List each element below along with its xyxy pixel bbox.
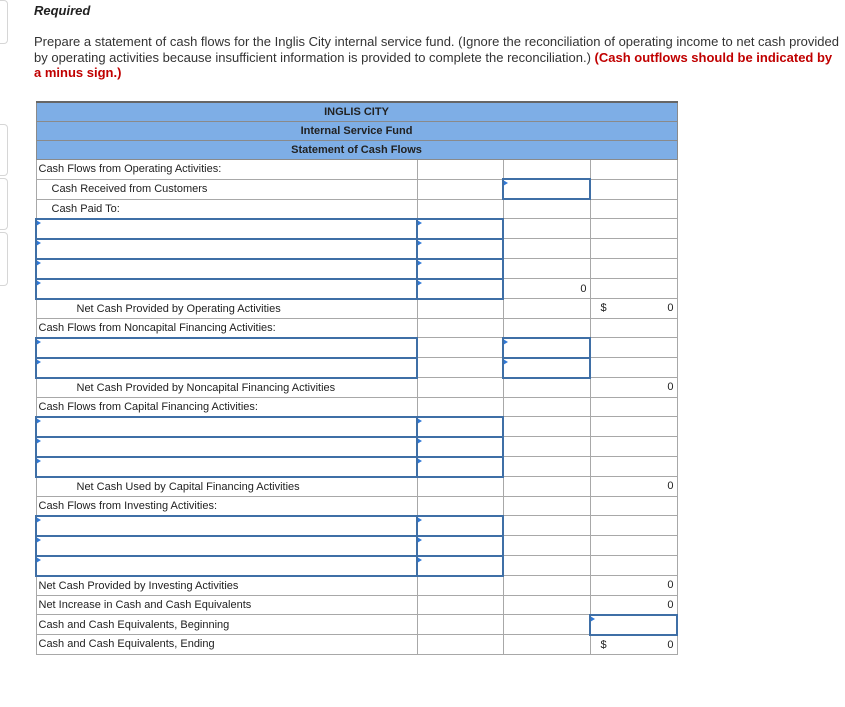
table-row <box>36 615 677 635</box>
net-operating-label: Net Cash Provided by Operating Activities <box>36 299 417 319</box>
cash-paid-account-dropdown[interactable] <box>36 239 417 259</box>
table-row <box>36 477 677 497</box>
cash-received-label: Cash Received from Customers <box>36 179 417 199</box>
table-row <box>36 239 677 259</box>
ending-total <box>590 635 677 655</box>
investing-account-dropdown[interactable] <box>36 556 417 576</box>
instructions-body: Prepare a statement of cash flows for the Inglis City internal service fund. (Ignore the reconciliation of operating income to net cash provided by operating activities because insufficient information is provided to complete the reconciliation.) <box>34 34 839 65</box>
table-row <box>36 556 677 576</box>
noncapital-amount-input[interactable] <box>503 338 590 358</box>
side-tab[interactable] <box>0 178 8 230</box>
net-capital-value: 0 <box>590 477 677 497</box>
investing-account-dropdown[interactable] <box>36 516 417 536</box>
table-row <box>36 496 677 516</box>
table-row <box>36 160 677 180</box>
table-row <box>36 219 677 239</box>
capital-header: Cash Flows from Capital Financing Activities: <box>36 397 417 417</box>
table-row <box>36 635 677 655</box>
side-tab[interactable] <box>0 232 8 286</box>
statement-subtitle: Internal Service Fund <box>36 122 677 141</box>
statement-name: Statement of Cash Flows <box>36 141 677 160</box>
cash-flow-statement-table <box>35 101 678 655</box>
dollar-sign: $ <box>600 638 607 651</box>
noncapital-account-dropdown[interactable] <box>36 358 417 378</box>
capital-amount-input[interactable] <box>417 417 503 437</box>
instructions-text <box>34 34 842 81</box>
header-row <box>36 102 677 122</box>
net-investing-label: Net Cash Provided by Investing Activities <box>36 576 417 596</box>
capital-amount-input[interactable] <box>417 457 503 477</box>
cash-paid-subtotal: 0 <box>503 279 590 299</box>
cash-paid-account-dropdown[interactable] <box>36 219 417 239</box>
cash-paid-amount-input[interactable] <box>417 219 503 239</box>
investing-header: Cash Flows from Investing Activities: <box>36 496 417 516</box>
investing-amount-input[interactable] <box>417 556 503 576</box>
capital-amount-input[interactable] <box>417 437 503 457</box>
capital-account-dropdown[interactable] <box>36 437 417 457</box>
noncapital-amount-input[interactable] <box>503 358 590 378</box>
beginning-label: Cash and Cash Equivalents, Beginning <box>36 615 417 635</box>
net-noncapital-label: Net Cash Provided by Noncapital Financing Activities <box>36 378 417 398</box>
cash-received-amount-input[interactable] <box>503 179 590 199</box>
table-row <box>36 397 677 417</box>
cash-paid-amount-input[interactable] <box>417 259 503 279</box>
instructions-emphasis: (Cash outflows should be indicated by a minus sign.) <box>34 49 833 80</box>
statement-title: INGLIS CITY <box>36 102 677 122</box>
table-row <box>36 536 677 556</box>
net-investing-value: 0 <box>590 576 677 596</box>
net-increase-label: Net Increase in Cash and Cash Equivalents <box>36 595 417 615</box>
cash-paid-amount-input[interactable] <box>417 279 503 299</box>
cash-paid-account-dropdown[interactable] <box>36 279 417 299</box>
table-row <box>36 417 677 437</box>
beginning-balance-input[interactable] <box>590 615 677 635</box>
net-operating-value: 0 <box>667 302 674 314</box>
table-row <box>36 179 677 199</box>
header-row <box>36 141 677 160</box>
table-row <box>36 358 677 378</box>
noncapital-account-dropdown[interactable] <box>36 338 417 358</box>
table-row <box>36 378 677 398</box>
investing-amount-input[interactable] <box>417 536 503 556</box>
cash-paid-amount-input[interactable] <box>417 239 503 259</box>
operating-header: Cash Flows from Operating Activities: <box>36 160 417 180</box>
side-tab[interactable] <box>0 124 8 176</box>
investing-amount-input[interactable] <box>417 516 503 536</box>
table-row <box>36 576 677 596</box>
table-row <box>36 318 677 338</box>
table-row <box>36 595 677 615</box>
net-capital-label: Net Cash Used by Capital Financing Activities <box>36 477 417 497</box>
noncapital-header: Cash Flows from Noncapital Financing Activities: <box>36 318 417 338</box>
investing-account-dropdown[interactable] <box>36 536 417 556</box>
table-row <box>36 299 677 319</box>
table-row <box>36 437 677 457</box>
required-heading: Required <box>34 3 91 18</box>
ending-label: Cash and Cash Equivalents, Ending <box>36 635 417 655</box>
net-increase-value: 0 <box>590 595 677 615</box>
capital-account-dropdown[interactable] <box>36 457 417 477</box>
header-row <box>36 122 677 141</box>
table-row <box>36 279 677 299</box>
dollar-sign: $ <box>600 302 607 314</box>
cash-paid-label: Cash Paid To: <box>36 199 417 219</box>
side-tab[interactable] <box>0 0 8 44</box>
table-row <box>36 199 677 219</box>
net-operating-total <box>590 299 677 319</box>
cash-paid-account-dropdown[interactable] <box>36 259 417 279</box>
table-row <box>36 338 677 358</box>
table-row <box>36 259 677 279</box>
table-row <box>36 457 677 477</box>
table-row <box>36 516 677 536</box>
ending-value: 0 <box>667 638 674 651</box>
capital-account-dropdown[interactable] <box>36 417 417 437</box>
net-noncapital-value: 0 <box>590 378 677 398</box>
